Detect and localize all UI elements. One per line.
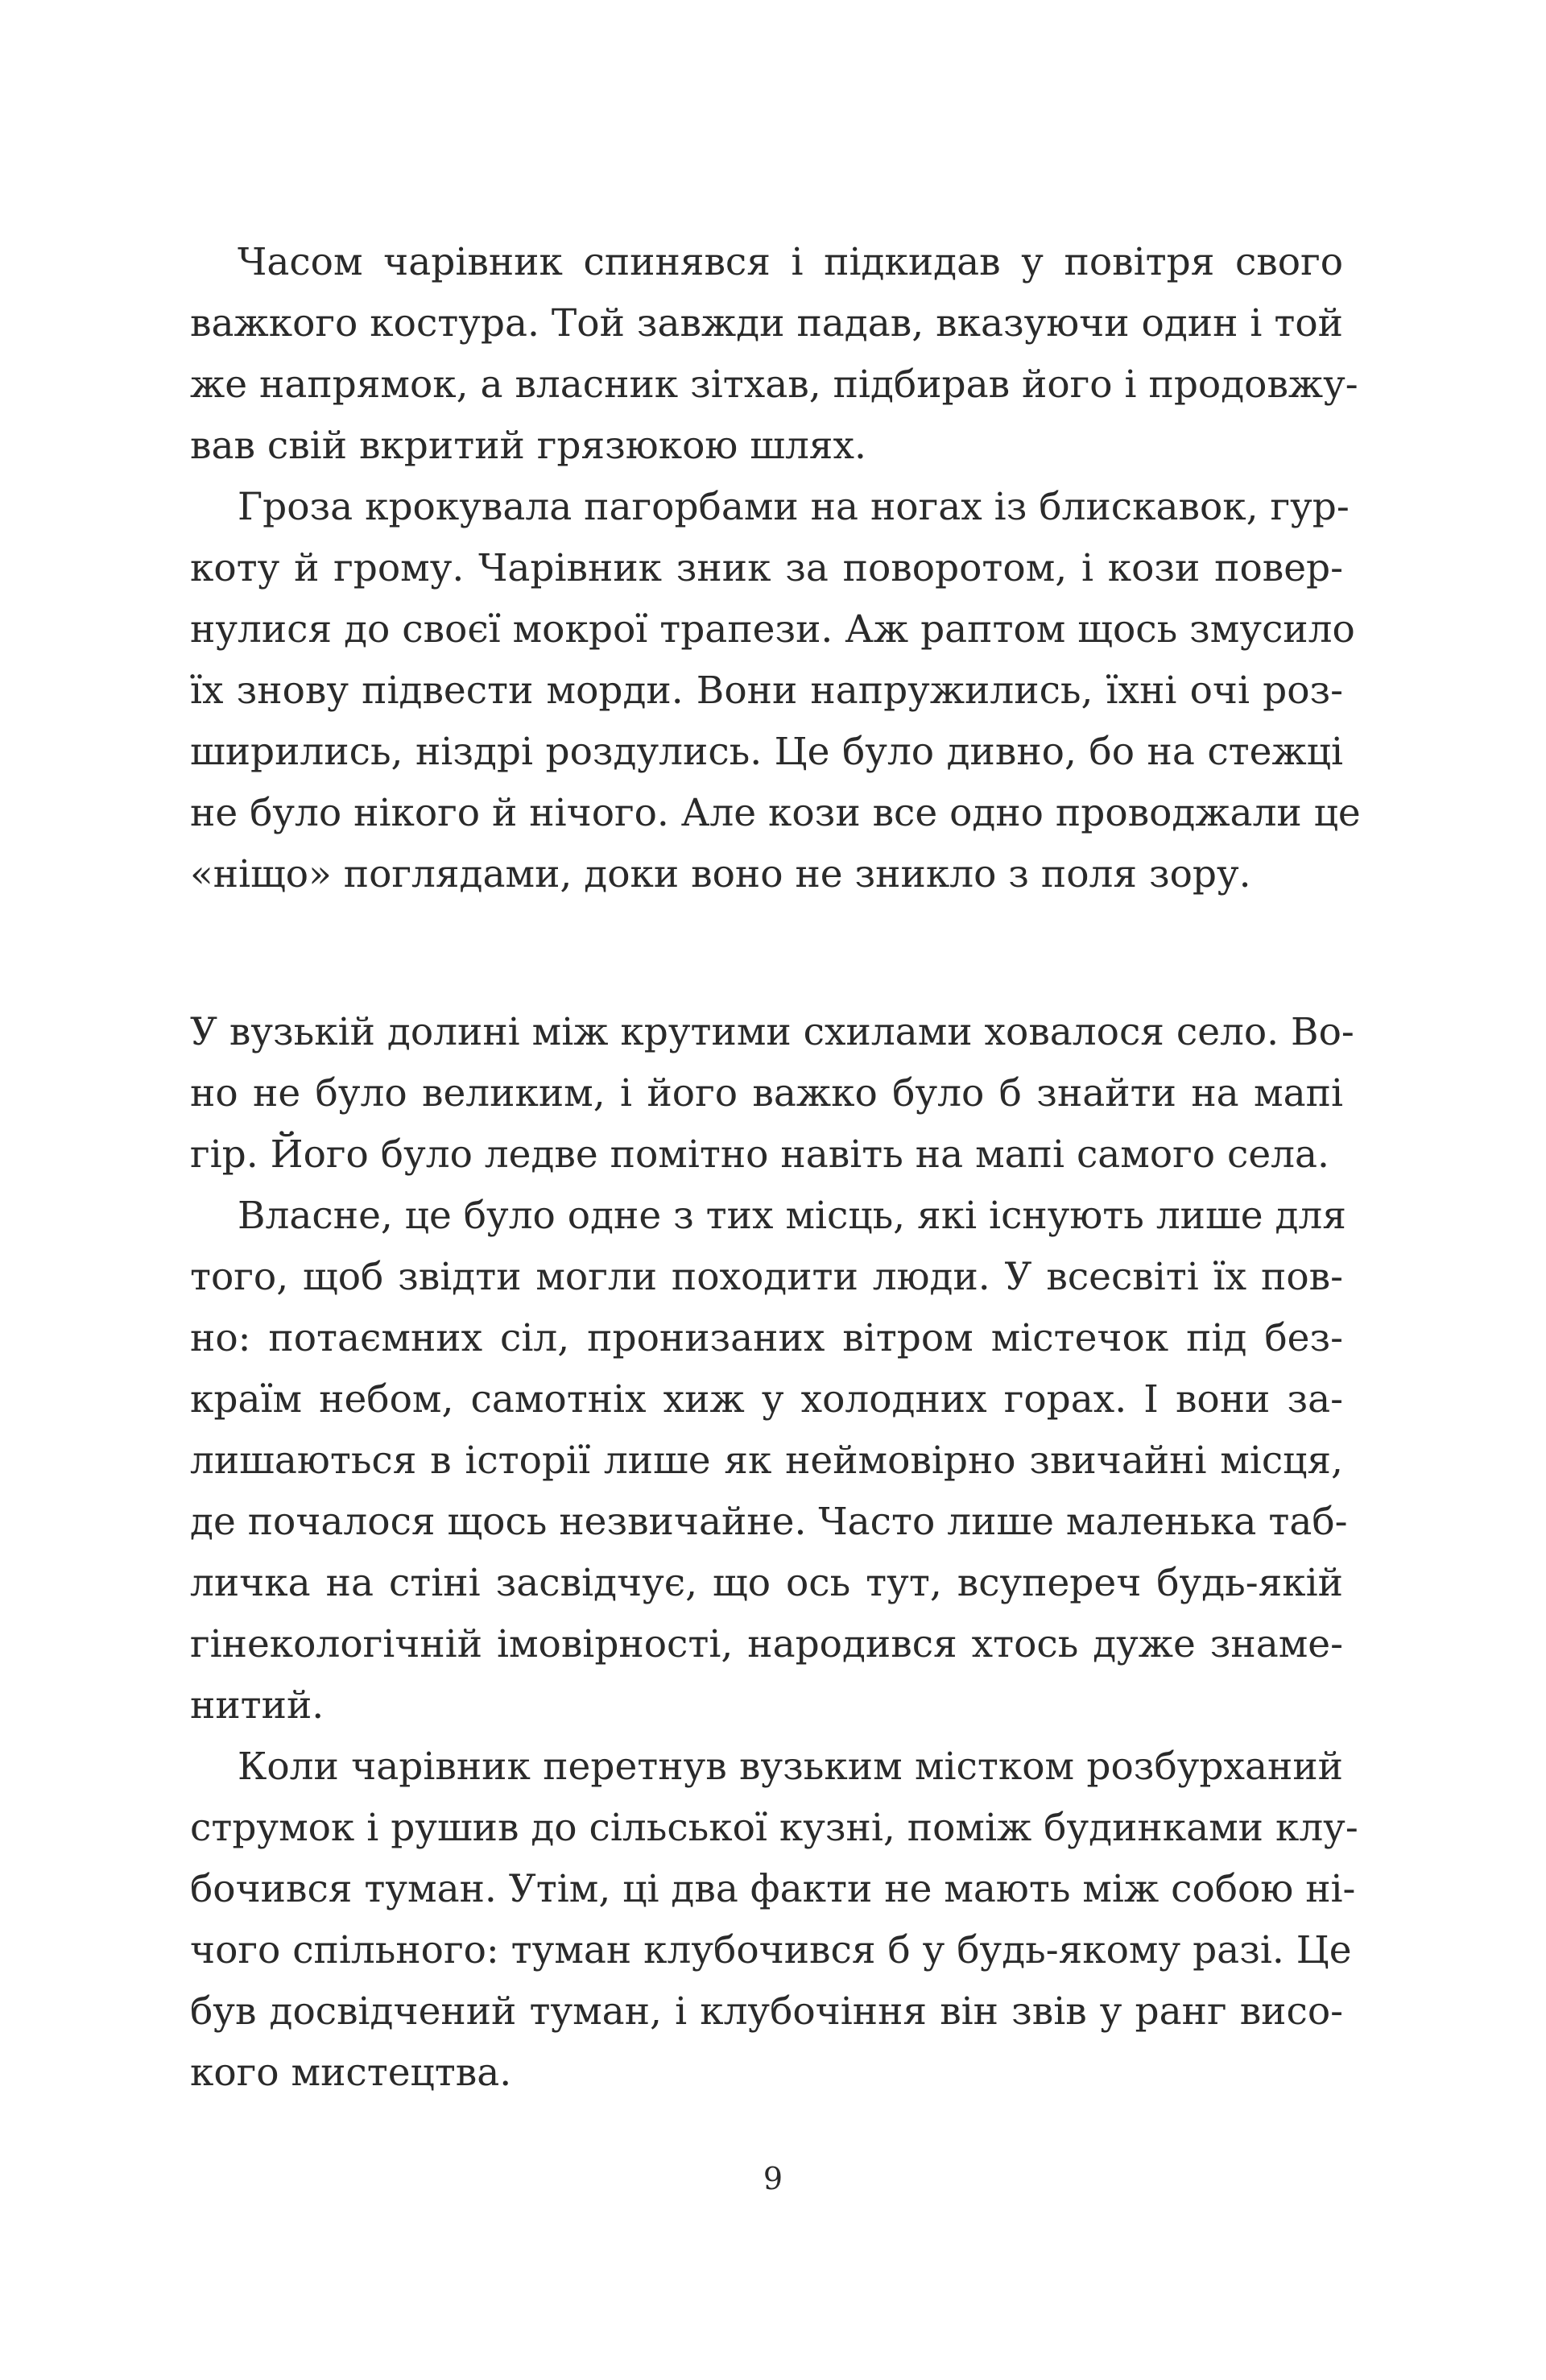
text-line: країм небом, самотніх хиж у холодних горах. І вони за- xyxy=(190,1377,1343,1422)
page-number: 9 xyxy=(763,2161,783,2196)
text-line: того, щоб звідти могли походити люди. У всесвіті їх пов- xyxy=(190,1255,1343,1299)
text-line: Власне, це було одне з тих місць, які існують лише для xyxy=(238,1194,1346,1238)
text-line: же напрямок, а власник зітхав, підбирав його і продовжу- xyxy=(190,362,1358,407)
text-line: був досвідчений туман, і клубочіння він звів у ранг висо- xyxy=(190,1989,1343,2034)
text-line: гінекологічній імовірності, народився хтось дуже знаме- xyxy=(190,1622,1343,1666)
text-line: ширились, ніздрі роздулись. Це було дивно, бо на стежці xyxy=(190,730,1343,774)
text-line: коту й грому. Чарівник зник за поворотом, і кози повер- xyxy=(190,546,1343,590)
text-line: їх знову підвести морди. Вони напружились, їхні очі роз- xyxy=(190,668,1343,713)
text-line: но: потаємних сіл, пронизаних вітром містечок під без- xyxy=(190,1316,1343,1360)
text-line: не було нікого й нічого. Але кози все одно проводжали це xyxy=(190,791,1361,835)
text-line: личка на стіні засвідчує, що ось тут, всупереч будь-якій xyxy=(190,1561,1343,1605)
text-line: де почалося щось незвичайне. Часто лише маленька таб- xyxy=(190,1500,1348,1544)
text-line: струмок і рушив до сільської кузні, поміж будинками клу- xyxy=(190,1806,1358,1850)
text-line: нитий. xyxy=(190,1683,324,1728)
text-line: бочився туман. Утім, ці два факти не мають між собою ні- xyxy=(190,1867,1356,1911)
text-line: нулися до своєї мокрої трапези. Аж раптом щось змусило xyxy=(190,607,1355,652)
text-line: Коли чарівник перетнув вузьким містком розбурханий xyxy=(238,1745,1343,1789)
text-line: но не було великим, і його важко було б знайти на мапі xyxy=(190,1071,1343,1115)
text-line: Часом чарівник спинявся і підкидав у повітря свого xyxy=(238,240,1343,284)
text-line: важкого костура. Той завжди падав, вказуючи один і той xyxy=(190,301,1343,346)
text-line: гір. Його було ледве помітно навіть на мапі самого села. xyxy=(190,1132,1329,1177)
text-line: «ніщо» поглядами, доки воно не зникло з поля зору. xyxy=(190,852,1251,896)
text-line: кого мистецтва. xyxy=(190,2051,512,2095)
text-line: вав свій вкритий грязюкою шлях. xyxy=(190,424,866,468)
text-line: Гроза крокувала пагорбами на ногах із блискавок, гур- xyxy=(238,485,1350,529)
text-line: лишаються в історії лише як неймовірно звичайні місця, xyxy=(190,1438,1343,1483)
text-line: чого спільного: туман клубочився б у будь-якому разі. Це xyxy=(190,1928,1352,1972)
text-line: У вузькій долині між крутими схилами ховалося село. Во- xyxy=(190,1010,1354,1054)
